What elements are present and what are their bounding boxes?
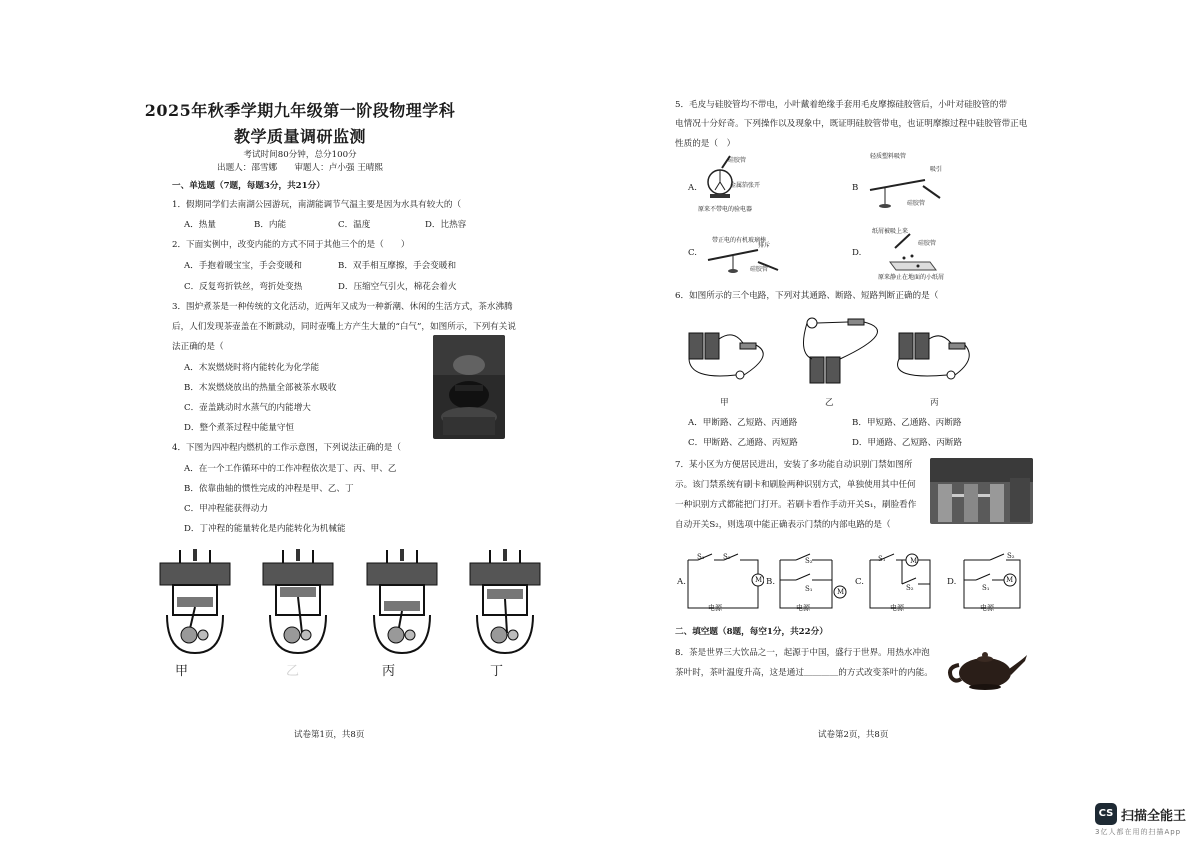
q3-option-c: C．壶盖跳动时水蒸气的内能增大 — [184, 403, 311, 413]
q5-a-label-foil: 金属箔张开 — [730, 182, 761, 189]
question-7-line4: 自动开关S₂，则选项中能正确表示门禁的内部电路的是（ — [675, 520, 891, 530]
q4-option-c: C．甲冲程能获得动力 — [184, 504, 268, 514]
gate-photo — [930, 458, 1033, 524]
q3-option-d: D．整个煮茶过程中能量守恒 — [184, 423, 295, 433]
watermark-app-name: 扫描全能王 — [1120, 808, 1186, 824]
circuit-label-yi: 乙 — [825, 398, 834, 408]
q5-a-label-electroscope: 原来不带电的验电器 — [698, 206, 753, 213]
q5-option-a: A. — [688, 183, 697, 193]
question-5-line3: 性质的是（ ） — [675, 139, 736, 149]
camscanner-logo-icon: CS — [1095, 803, 1117, 825]
exam-authors: 出题人：邵雪娜 审题人：卢小强 王晴熙 — [216, 163, 383, 173]
engine-label-yi: 乙 — [286, 664, 300, 679]
q1-option-b: B．内能 — [254, 220, 287, 230]
q7-option-d: D. — [947, 577, 957, 587]
circuit-jia — [685, 325, 777, 387]
q7-c-power: 电源 — [890, 604, 904, 612]
question-5-line1: 5．毛皮与硅胶管均不带电，小叶戴着绝缘手套用毛皮摩擦硅胶管后，小叶对硅胶管的带 — [675, 100, 1008, 110]
q7-a-s2: S₂ — [723, 553, 731, 561]
q7-d-power: 电源 — [980, 604, 994, 612]
q7-a-power: 电源 — [708, 604, 722, 612]
engine-diagram-yi — [258, 545, 338, 657]
question-7-line1: 7．某小区为方便居民进出，安装了多功能自动识别门禁如图所 — [675, 460, 913, 470]
question-7-line2: 示。该门禁系统有刷卡和刷脸两种识别方式，单独使用其中任何 — [675, 480, 916, 490]
q6-option-c: C．甲断路、乙通路、丙短路 — [688, 438, 798, 448]
section-heading-fill-blank: 二、填空题（8题，每空1分，共22分） — [675, 627, 828, 637]
engine-diagram-bing — [362, 545, 442, 657]
engine-label-ding: 丁 — [490, 664, 504, 679]
question-1: 1．假期同学们去南湖公园游玩，南湖能调节气温主要是因为水具有较大的（ — [172, 200, 462, 210]
q7-c-s1: S₁ — [878, 555, 886, 563]
question-3-line2: 后，人们发现茶壶盖在不断跳动，同时壶嘴上方产生大量的“白气”，如图所示，下列有关说 — [172, 322, 516, 332]
circuit-bing — [885, 325, 977, 387]
q5-b-label-attract: 吸引 — [930, 166, 943, 173]
q7-a-s1: S₁ — [697, 553, 705, 561]
q7-option-c: C. — [855, 577, 865, 587]
engine-diagram-ding — [465, 545, 545, 657]
q4-option-b: B．依靠曲轴的惯性完成的冲程是甲、乙、丁 — [184, 484, 354, 494]
q3-option-b: B．木炭燃烧放出的热量全部被茶水吸收 — [184, 383, 337, 393]
q5-b-label-straw: 轻质塑料吸管 — [870, 153, 907, 160]
question-8-line2: 茶叶时，茶叶温度升高，这是通过＿＿＿＿的方式改变茶叶的内能。 — [675, 668, 933, 678]
page-footer-1: 试卷第1页，共8页 — [294, 730, 365, 740]
q5-b-label-tube: 硅胶管 — [907, 200, 926, 207]
q7-b-s1: S₁ — [805, 585, 813, 593]
q5-c-label-rod: 带正电的有机玻璃棒 — [712, 237, 767, 244]
section-heading-single-choice: 一、单选题（7题，每题3分，共21分） — [172, 181, 325, 191]
watermark-tagline: 3亿人都在用的扫描App — [1094, 828, 1182, 836]
q1-option-d: D．比热容 — [425, 220, 467, 230]
q1-option-a: A．热量 — [184, 220, 216, 230]
q5-d-label-scraps: 纸屑被吸上来 — [872, 228, 909, 235]
question-6: 6．如图所示的三个电路，下列对其通路、断路、短路判断正确的是（ — [675, 291, 939, 301]
question-7-line3: 一种识别方式都能把门打开。若刷卡看作手动开关S₁，刷脸看作 — [675, 500, 917, 510]
q4-option-a: A．在一个工作循环中的工作冲程依次是丁、丙、甲、乙 — [184, 464, 397, 474]
q6-option-a: A．甲断路、乙短路、丙通路 — [688, 418, 798, 428]
question-3-line1: 3．围炉煮茶是一种传统的文化活动，近两年又成为一种新潮、休闲的生活方式，茶水沸腾 — [172, 302, 513, 312]
q4-option-d: D．丁冲程的能量转化是内能转化为机械能 — [184, 524, 346, 534]
question-4: 4．下图为四冲程内燃机的工作示意图，下列说法正确的是（ — [172, 443, 401, 453]
engine-diagram-jia — [155, 545, 235, 657]
q5-option-d: D. — [852, 248, 862, 258]
q5-option-b: B — [852, 183, 859, 193]
q7-d-motor: M — [1006, 576, 1014, 584]
q7-b-power: 电源 — [796, 604, 810, 612]
q5-c-label-repel: 排斥 — [758, 242, 771, 249]
q5-d-label-ground: 原来静止在地面的小纸屑 — [878, 274, 945, 281]
q7-option-b: B. — [766, 577, 776, 587]
q7-c-motor: M — [910, 557, 918, 565]
page-footer-2: 试卷第2页，共8页 — [818, 730, 889, 740]
exam-info: 考试时间80分钟，总分100分 — [243, 150, 357, 160]
question-8-line1: 8．茶是世界三大饮品之一，起源于中国，盛行于世界。用热水冲泡 — [675, 648, 930, 658]
q3-option-a: A．木炭燃烧时将内能转化为化学能 — [184, 363, 320, 373]
question-5-line2: 电情况十分好奇。下列操作以及现象中，既证明硅胶管带电，也证明摩擦过程中硅胶管带正电 — [675, 119, 1028, 129]
question-3-line3: 法正确的是（ — [172, 342, 224, 352]
q7-circuit-d — [960, 548, 1034, 614]
circuit-label-bing: 丙 — [930, 398, 939, 408]
q2-option-a: A．手抱着暖宝宝，手会变暖和 — [184, 261, 302, 271]
q7-d-s2: S₂ — [1007, 552, 1015, 560]
q2-option-b: B．双手相互摩擦，手会变暖和 — [338, 261, 457, 271]
q2-option-c: C．反复弯折铁丝，弯折处变热 — [184, 282, 303, 292]
q7-circuit-b — [776, 550, 856, 614]
q7-d-s1: S₁ — [982, 584, 990, 592]
exam-page-2 — [600, 0, 1200, 847]
q5-option-c: C. — [688, 248, 698, 258]
q7-a-motor: M — [755, 576, 763, 584]
scanner-watermark — [1095, 803, 1186, 837]
q5-d-label-tube: 硅胶管 — [918, 240, 937, 247]
teapot-photo — [945, 645, 1029, 691]
engine-label-bing: 丙 — [382, 664, 396, 679]
q7-option-a: A. — [677, 577, 686, 587]
q7-c-s2: S₂ — [906, 584, 914, 592]
q6-option-b: B．甲短路、乙通路、丙断路 — [852, 418, 962, 428]
q7-b-motor: M — [837, 588, 845, 596]
exam-title-line2: 教学质量调研监测 — [233, 127, 366, 146]
circuit-label-jia: 甲 — [720, 398, 729, 408]
question-2: 2．下面实例中，改变内能的方式不同于其他三个的是（ ） — [172, 240, 410, 250]
engine-label-jia: 甲 — [175, 664, 189, 679]
tea-pot-photo — [433, 335, 505, 439]
q1-option-c: C．温度 — [338, 220, 371, 230]
q2-option-d: D．压缩空气引火，棉花会着火 — [338, 282, 457, 292]
q5-a-label-tube: 硅胶管 — [728, 157, 747, 164]
q6-option-d: D．甲通路、乙短路、丙断路 — [852, 438, 963, 448]
q5-c-label-tube: 硅胶管 — [750, 266, 769, 273]
q7-b-s2: S₂ — [805, 557, 813, 565]
exam-title-line1: 2025年秋季学期九年级第一阶段物理学科 — [144, 101, 456, 120]
